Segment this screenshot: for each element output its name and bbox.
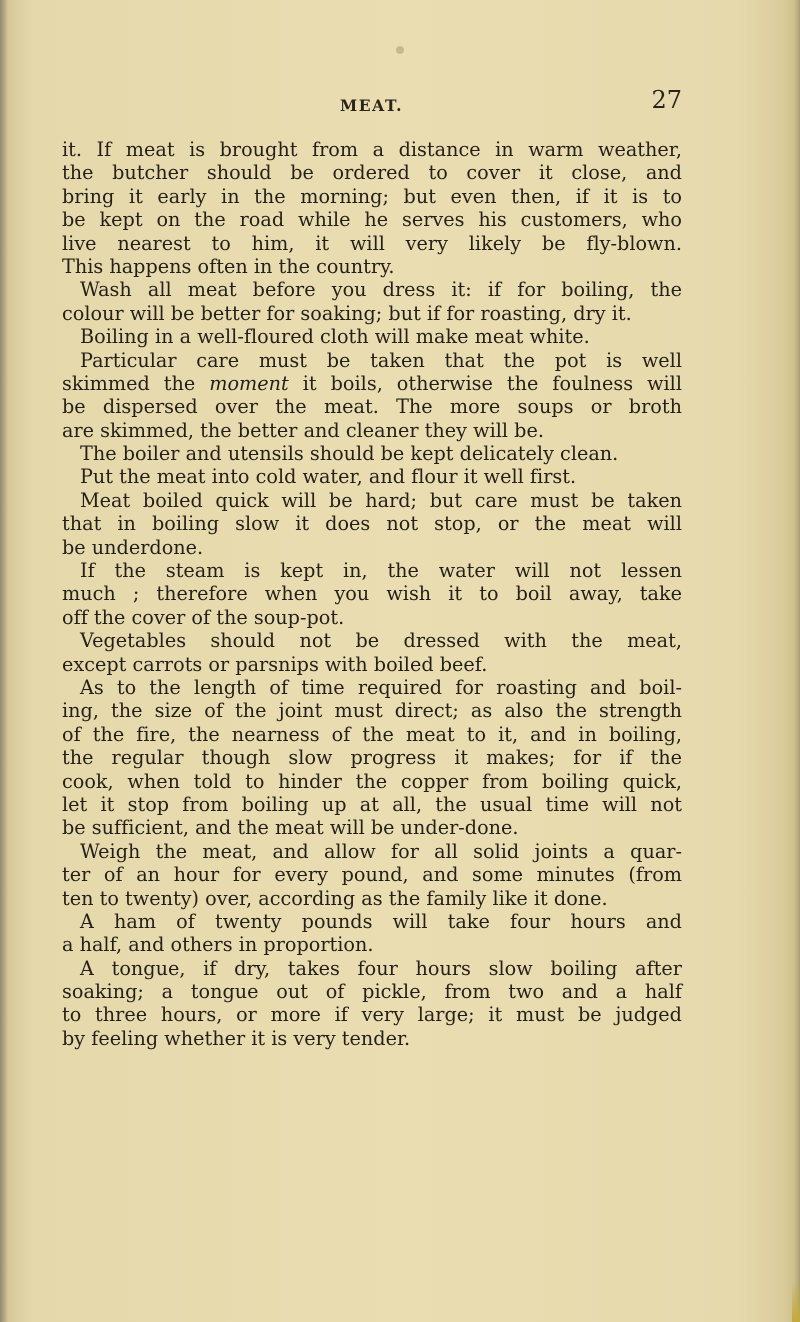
text-line: off the cover of the soup-pot. <box>62 605 345 629</box>
text-line: the regular though slow progress it makes; for if the <box>62 746 682 770</box>
emphasis: moment <box>209 371 289 395</box>
text-line: be underdone. <box>62 535 204 559</box>
text-line: Weigh the meat, and allow for all solid joints a quar- <box>80 839 682 863</box>
text-line: be dispersed over the meat. The more soups or broth <box>62 395 682 419</box>
text-line: be sufficient, and the meat will be under-done. <box>62 816 519 840</box>
text-line: are skimmed, the better and cleaner they will be. <box>62 418 544 442</box>
page-corner-stain <box>792 1282 800 1322</box>
page-gutter-shadow <box>0 0 8 1322</box>
body-text <box>62 138 682 1050</box>
text-line: except carrots or parsnips with boiled beef. <box>62 652 488 676</box>
text-line: As to the length of time required for roasting and boil- <box>80 675 682 699</box>
text-line: Put the meat into cold water, and flour it well first. <box>80 465 577 489</box>
text-line: bring it early in the morning; but even then, if it is to <box>62 184 682 208</box>
text-line: much ; therefore when you wish it to boil away, take <box>62 582 682 606</box>
running-title: MEAT. <box>340 96 404 115</box>
text-line: it. If meat is brought from a distance in warm weather, <box>62 138 682 161</box>
text-line: the butcher should be ordered to cover it close, and <box>62 161 682 185</box>
text-line: Particular care must be taken that the pot is well <box>80 348 682 372</box>
text-line: that in boiling slow it does not stop, or the meat will <box>62 512 682 536</box>
text-line: Vegetables should not be dressed with the meat, <box>80 629 682 653</box>
text-line: A ham of twenty pounds will take four hours and <box>80 909 682 933</box>
text-line: ing, the size of the joint must direct; as also the strength <box>62 699 682 723</box>
text-line: a half, and others in proportion. <box>62 933 374 957</box>
text-line: Boiling in a well-floured cloth will make meat white. <box>80 325 590 349</box>
text-line: to three hours, or more if very large; it must be judged <box>62 1003 682 1027</box>
text-line: A tongue, if dry, takes four hours slow boiling after <box>80 956 682 980</box>
page-edge-shadow <box>794 0 800 1322</box>
text-line: cook, when told to hinder the copper from boiling quick, <box>62 769 682 793</box>
text-line: The boiler and utensils should be kept delicately clean. <box>80 442 619 466</box>
text-line: let it stop from boiling up at all, the usual time will not <box>62 792 682 816</box>
running-head <box>62 86 682 122</box>
text-line: of the fire, the nearness of the meat to it, and in boiling, <box>62 722 682 746</box>
text-line: live nearest to him, it will very likely be fly-blown. <box>62 231 682 255</box>
text-line: ter of an hour for every pound, and some minutes (from <box>62 863 682 887</box>
text-line: ten to twenty) over, according as the family like it done. <box>62 886 608 910</box>
text-line: colour will be better for soaking; but if for roasting, dry it. <box>62 301 632 325</box>
text-line: This happens often in the country. <box>62 254 395 278</box>
text-line: Meat boiled quick will be hard; but care must be taken <box>80 488 682 512</box>
text-line: Wash all meat before you dress it: if for boiling, the <box>80 278 682 302</box>
text-line: be kept on the road while he serves his customers, who <box>62 208 682 232</box>
paper-mark <box>396 46 404 54</box>
page-number: 27 <box>651 86 682 114</box>
text-line: soaking; a tongue out of pickle, from two and a half <box>62 980 682 1004</box>
text-line: If the steam is kept in, the water will not lessen <box>80 559 682 583</box>
text-line: by feeling whether it is very tender. <box>62 1026 411 1050</box>
text-line: skimmed the moment it boils, otherwise the foulness will <box>62 371 682 395</box>
